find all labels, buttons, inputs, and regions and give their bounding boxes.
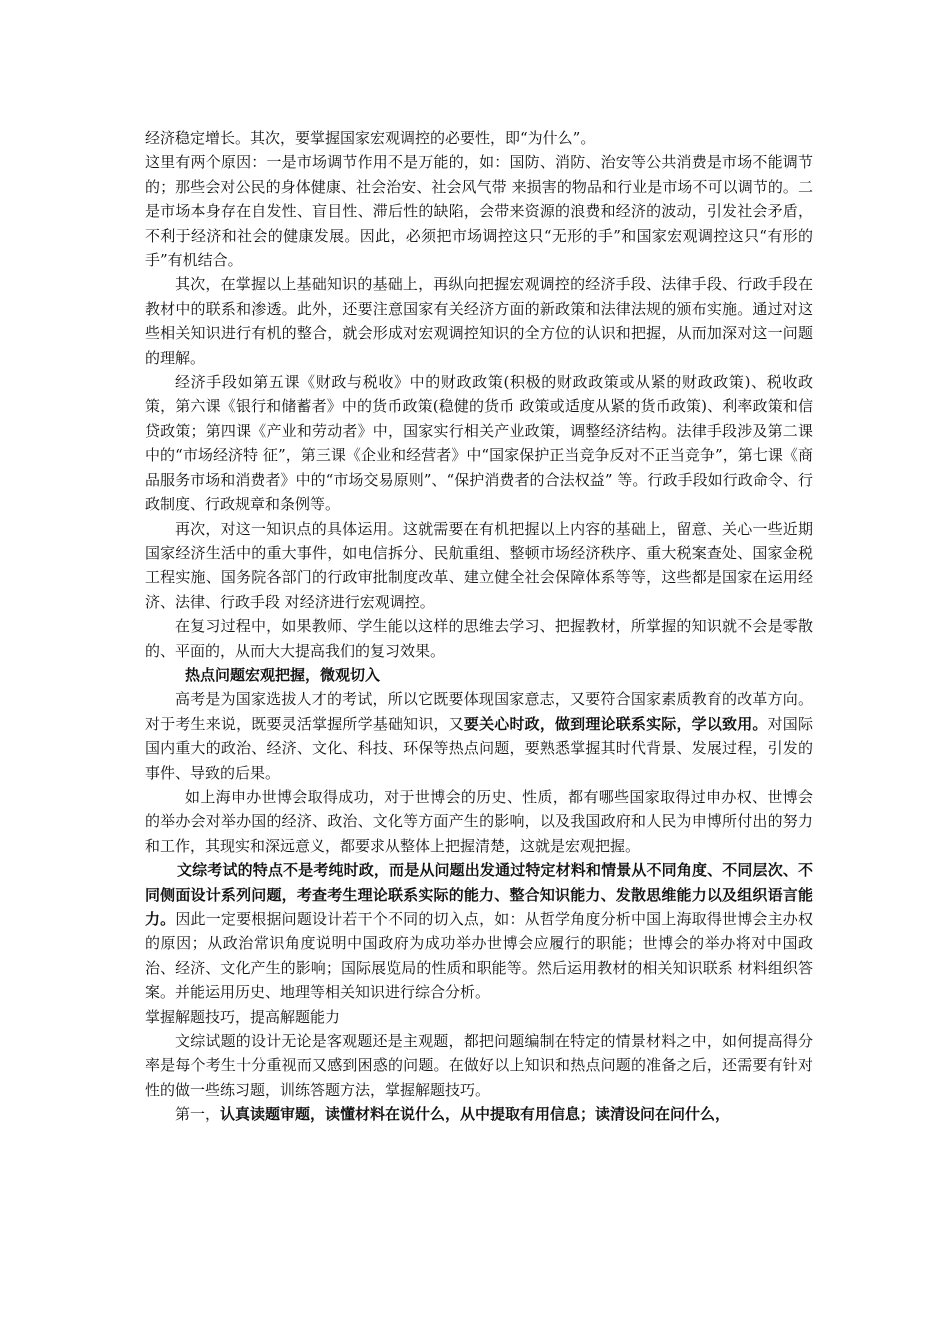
paragraph-10-text-bold: 文综考试的特点不是考纯时政，而是从问题出发通过特定材料和情景从不同角度、不同层次、不同侧面设计系列问题，考查考生理论联系实际的能力、整合知识能力、发散思维能力以及组织语言能力。 [145, 861, 813, 928]
paragraph-10-text: 因此一定要根据问题设计若干个不同的切入点，如：从哲学角度分析中国上海取得世博会主办权的原因；从政治常识角度说明中国政府为成功举办世博会应履行的职能；世博会的举办将对中国政治、经济、文化产生的影响；国际展览局的性质和职能等。然后运用教材的相关知识联系 材料组织答案。并能运用历史、地理等相关知识进行综合分析。 [145, 910, 813, 1002]
document-page [145, 126, 813, 1127]
section-heading-hot-topics-text: 热点问题宏观把握，微观切入 [185, 665, 381, 684]
paragraph-9-text: 如上海申办世博会取得成功，对于世博会的历史、性质，都有哪些国家取得过申办权、世博会的举办会对举办国的经济、政治、文化等方面产生的影响，以及我国政府和人民为申博所付出的努力和工作，其现实和深远意义，都要求从整体上把握清楚，这就是宏观把握。 [145, 787, 813, 855]
paragraph-3-text: 其次，在掌握以上基础知识的基础上，再纵向把握宏观调控的经济手段、法律手段、行政手段在教材中的联系和渗透。此外，还要注意国家有关经济方面的新政策和法律法规的颁布实施。通过对这些相关知识进行有机的整合，就会形成对宏观调控知识的全方位的认识和把握，从而加深对这一问题的理解。 [145, 275, 813, 367]
paragraph-13-text-bold: 认真读题审题，读懂材料在说什么，从中提取有用信息；读清设问在问什么， [220, 1105, 731, 1124]
paragraph-5-text: 再次，对这一知识点的具体运用。这就需要在有机把握以上内容的基础上，留意、关心一些近期国家经济生活中的重大事件，如电信拆分、民航重组、整顿市场经济秩序、重大税案查处、国家金税工程实施、国务院各部门的行政审批制度改革、建立健全社会保障体系等等，这些都是国家在运用经济、法律、行政手段 对经济进行宏观调控。 [145, 519, 813, 611]
section-heading-skills-text: 掌握解题技巧，提高解题能力 [145, 1007, 341, 1026]
paragraph-13-text: 第一， [175, 1105, 221, 1124]
paragraph-6 [145, 614, 813, 663]
paragraph-13 [145, 1102, 813, 1126]
paragraph-12 [145, 1029, 813, 1102]
paragraph-6-text: 在复习过程中，如果教师、学生能以这样的思维去学习、把握教材，所掌握的知识就不会是零散的、平面的，从而大大提高我们的复习效果。 [145, 617, 813, 660]
paragraph-1 [145, 126, 813, 150]
paragraph-2 [145, 150, 813, 272]
section-heading-hot-topics [145, 663, 813, 687]
paragraph-8-text-b: 对国际国内重大的政治、经济、文化、科技、环保等热点问题，要熟悉掌握其时代背景、发展过程，引发的事件、导致的后果。 [145, 714, 813, 782]
paragraph-8-text-bold: 要关心时政，做到理论联系实际，学以致用。 [463, 714, 768, 733]
paragraph-2-text: 这里有两个原因：一是市场调节作用不是万能的，如：国防、消防、治安等公共消费是市场不能调节的；那些会对公民的身体健康、社会治安、社会风气带 来损害的物品和行业是市场不可以调节的。二是市场本身存在自发性、盲目性、滞后性的缺陷，会带来资源的浪费和经济的波动，引发社会矛盾，不利于经济和社会的健康发展。因此，必须把市场调控这只“无形的手”和国家宏观调控这只“有形的手”有机结合。 [145, 153, 813, 270]
section-heading-skills [145, 1005, 813, 1029]
paragraph-5 [145, 517, 813, 615]
paragraph-10 [145, 858, 813, 1004]
paragraph-9 [145, 785, 813, 858]
paragraph-3 [145, 272, 813, 370]
paragraph-4 [145, 370, 813, 516]
paragraph-12-text: 文综试题的设计无论是客观题还是主观题，都把问题编制在特定的情景材料之中，如何提高得分率是每个考生十分重视而又感到困惑的问题。在做好以上知识和热点问题的准备之后，还需要有针对性的做一些练习题，训练答题方法，掌握解题技巧。 [145, 1032, 813, 1099]
paragraph-8-text-a: 高考是为国家选拔人才的考试，所以它既要体现国家意志，又要符合国家素质教育的改革方向。对于考生来说，既要灵活掌握所学基础知识，又 [145, 690, 813, 733]
paragraph-4-text: 经济手段如第五课《财政与税收》中的财政政策(积极的财政政策或从紧的财政政策)、税收政策，第六课《银行和储蓄者》中的货币政策(稳健的货币 政策或适度从紧的货币政策)、利率政策和信贷政策；第四课《产业和劳动者》中，国家实行相关产业政策，调整经济结构。法律手段涉及第二课中的“市场经济特 征”，第三课《企业和经营者》中“国家保护正当竞争反对不正当竞争”，第七课《商品服务市场和消费者》中的“市场交易原则”、“保护消费者的合法权益” 等。行政手段如行政命令、行政制度、行政规章和条例等。 [145, 373, 813, 514]
paragraph-8 [145, 687, 813, 785]
paragraph-1-text: 经济稳定增长。其次，要掌握国家宏观调控的必要性，即“为什么”。 [145, 129, 596, 147]
